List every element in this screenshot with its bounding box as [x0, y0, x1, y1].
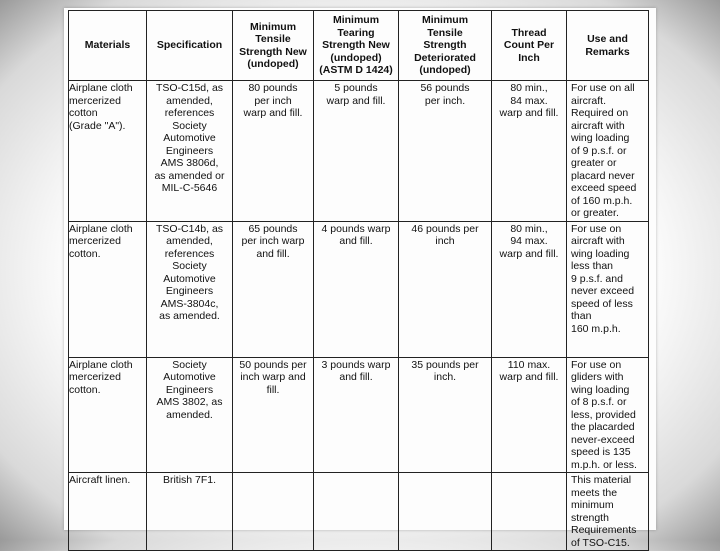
- cell-line: Minimum: [249, 20, 297, 33]
- materials-cell: [69, 221, 147, 357]
- cell-line: 94 max.: [510, 235, 548, 247]
- remarks-cell: [567, 81, 649, 222]
- specification-cell: [147, 221, 233, 357]
- cell-line: 84 max.: [510, 94, 548, 107]
- table-row: [69, 81, 649, 222]
- cell-line: wing loading: [571, 247, 630, 260]
- cell-line: Count Per: [503, 39, 555, 52]
- header-tensile-deteriorated: [399, 11, 492, 81]
- tearing-new-cell: [314, 473, 399, 551]
- cell-line: 160 m.p.h.: [571, 322, 621, 335]
- cell-line: and fill.: [256, 247, 290, 260]
- table-row: [69, 221, 649, 357]
- cell-line: For use on: [571, 222, 622, 235]
- tensile-new-cell: [233, 81, 314, 222]
- cell-line: speed of less: [571, 297, 633, 310]
- cell-line: fill.: [266, 383, 280, 396]
- remarks-cell: [567, 221, 649, 357]
- cell-line: inch.: [433, 371, 457, 383]
- cell-line: Aircraft linen.: [69, 474, 131, 486]
- cell-line: AMS 3802, as: [156, 396, 223, 408]
- cell-line: 3 pounds warp: [321, 358, 391, 371]
- cell-line: AMS-3804c,: [160, 297, 219, 310]
- cell-line: 5 pounds: [334, 82, 378, 94]
- cell-line: For use on all: [571, 82, 635, 94]
- cell-line: 4 pounds warp: [321, 222, 391, 235]
- fabric-spec-table: [68, 10, 649, 551]
- cell-line: warp and fill.: [326, 94, 386, 107]
- specification-cell: [147, 81, 233, 222]
- tensile-deteriorated-cell: [399, 81, 492, 222]
- remarks-cell: [567, 357, 649, 473]
- cell-line: and fill.: [339, 371, 373, 383]
- cell-line: TSO-C15d, as: [155, 82, 224, 94]
- cell-line: cotton.: [69, 247, 101, 260]
- cell-line: Airplane cloth: [69, 358, 133, 371]
- cell-line: references: [164, 247, 215, 260]
- cell-line: 50 pounds per: [239, 358, 307, 371]
- tensile-deteriorated-cell: [399, 473, 492, 551]
- cell-line: aircraft with: [571, 119, 625, 132]
- cell-line: amended.: [166, 408, 213, 421]
- cell-line: 9 p.s.f. and: [571, 272, 623, 285]
- cell-line: than: [571, 310, 592, 322]
- cell-line: Tearing: [337, 26, 375, 39]
- cell-line: For use on: [571, 358, 622, 371]
- cell-line: mercerized: [69, 235, 121, 247]
- cell-line: British 7F1.: [162, 474, 217, 486]
- header-row: [69, 11, 649, 81]
- cell-line: minimum: [571, 499, 614, 511]
- cell-line: greater or: [571, 157, 617, 169]
- tensile-new-cell: [233, 473, 314, 551]
- cell-line: of TSO-C15.: [571, 536, 630, 549]
- cell-line: or greater.: [571, 207, 619, 219]
- cell-line: Tensile: [427, 26, 463, 39]
- cell-line: inch: [435, 235, 455, 247]
- cell-line: the placarded: [571, 421, 635, 433]
- cell-line: mercerized: [69, 371, 121, 383]
- cell-line: TSO-C14b, as: [155, 222, 224, 235]
- tensile-deteriorated-cell: [399, 357, 492, 473]
- cell-line: 35 pounds per: [411, 358, 479, 371]
- cell-line: Minimum: [421, 14, 469, 27]
- cell-line: Requirements: [571, 524, 637, 536]
- cell-line: MIL-C-5646: [161, 182, 218, 194]
- cell-line: less than: [571, 260, 614, 272]
- cell-line: Thread: [511, 26, 547, 39]
- thread-count-cell: [492, 221, 567, 357]
- header-specification: [147, 11, 233, 81]
- cell-line: and fill.: [339, 235, 373, 247]
- remarks-cell: [567, 473, 649, 551]
- cell-line: Inch: [518, 51, 540, 64]
- cell-line: Strength: [423, 39, 467, 52]
- specification-cell: [147, 357, 233, 473]
- cell-line: (undoped): [330, 51, 382, 64]
- table-row: [69, 357, 649, 473]
- materials-cell: [69, 473, 147, 551]
- tearing-new-cell: [314, 81, 399, 222]
- cell-line: Society: [172, 358, 207, 371]
- cell-line: 56 pounds: [420, 82, 470, 94]
- cell-line: Airplane cloth: [69, 222, 133, 235]
- cell-line: less, provided: [571, 408, 636, 421]
- cell-line: Airplane cloth: [69, 82, 133, 94]
- cell-line: cotton.: [69, 383, 101, 396]
- cell-line: exceed speed: [571, 182, 637, 194]
- cell-line: as amended or: [154, 169, 225, 182]
- cell-line: 110 max.: [507, 358, 551, 371]
- cell-line: Specification: [156, 39, 223, 52]
- tensile-new-cell: [233, 221, 314, 357]
- cell-line: Engineers: [165, 144, 214, 157]
- table-row: [69, 473, 649, 551]
- header-materials: [69, 11, 147, 81]
- cell-line: warp and fill.: [499, 371, 559, 383]
- cell-line: never-exceed: [571, 433, 635, 446]
- header-tensile-new: [233, 11, 314, 81]
- cell-line: Materials: [84, 39, 131, 52]
- cell-line: warp and fill.: [499, 107, 559, 119]
- cell-line: cotton: [69, 107, 98, 119]
- thread-count-cell: [492, 357, 567, 473]
- cell-line: Strength New: [239, 45, 307, 58]
- cell-line: Engineers: [165, 383, 214, 396]
- cell-line: amended,: [166, 94, 213, 107]
- cell-line: mercerized: [69, 94, 121, 107]
- cell-line: Required on: [571, 107, 629, 119]
- cell-line: references: [164, 107, 215, 119]
- cell-line: 80 min.,: [510, 82, 548, 94]
- thread-count-cell: [492, 473, 567, 551]
- cell-line: This material: [571, 474, 632, 486]
- cell-line: aircraft.: [571, 94, 607, 107]
- cell-line: Automotive: [163, 272, 216, 285]
- cell-line: amended,: [166, 235, 213, 247]
- cell-line: aircraft with: [571, 235, 625, 247]
- cell-line: 65 pounds: [248, 222, 298, 235]
- materials-cell: [69, 357, 147, 473]
- cell-line: inch warp and: [240, 371, 306, 383]
- cell-line: of 8 p.s.f. or: [571, 396, 627, 408]
- cell-line: warp and fill.: [499, 247, 559, 260]
- cell-line: Remarks: [585, 45, 630, 58]
- cell-line: Tensile: [255, 33, 291, 45]
- cell-line: (Grade "A").: [69, 119, 126, 132]
- specification-cell: [147, 473, 233, 551]
- cell-line: per inch.: [424, 94, 466, 107]
- cell-line: Automotive: [163, 132, 216, 144]
- cell-line: (undoped): [419, 64, 471, 77]
- cell-line: m.p.h. or less.: [571, 458, 637, 471]
- tearing-new-cell: [314, 357, 399, 473]
- materials-cell: [69, 81, 147, 222]
- cell-line: Deteriorated: [414, 51, 476, 64]
- cell-line: strength: [571, 511, 609, 524]
- cell-line: never exceed: [571, 285, 635, 297]
- cell-line: 46 pounds per: [411, 222, 479, 235]
- cell-line: placard never: [571, 169, 635, 182]
- cell-line: gliders with: [571, 371, 624, 383]
- thread-count-cell: [492, 81, 567, 222]
- cell-line: (ASTM D 1424): [319, 64, 393, 77]
- cell-line: Minimum: [332, 14, 380, 27]
- cell-line: meets the: [571, 486, 618, 499]
- cell-line: speed is 135: [571, 446, 631, 458]
- header-thread-count: [492, 11, 567, 81]
- cell-line: warp and fill.: [243, 107, 303, 119]
- document-page: [64, 8, 656, 549]
- cell-line: AMS 3806d,: [160, 157, 219, 169]
- cell-line: wing loading: [571, 383, 630, 396]
- cell-line: Society: [172, 260, 207, 272]
- cell-line: of 9 p.s.f. or: [571, 144, 627, 157]
- cell-line: per inch warp: [241, 235, 305, 247]
- cell-line: Society: [172, 119, 207, 132]
- cell-line: Automotive: [163, 371, 216, 383]
- cell-line: Engineers: [165, 285, 214, 297]
- header-tearing-new: [314, 11, 399, 81]
- tearing-new-cell: [314, 221, 399, 357]
- cell-line: of 160 m.p.h.: [571, 194, 633, 207]
- cell-line: (undoped): [247, 58, 299, 70]
- tensile-deteriorated-cell: [399, 221, 492, 357]
- cell-line: as amended.: [159, 310, 220, 322]
- cell-line: per inch: [254, 94, 292, 107]
- tensile-new-cell: [233, 357, 314, 473]
- cell-line: 80 min.,: [510, 222, 548, 235]
- cell-line: wing loading: [571, 132, 630, 144]
- cell-line: 80 pounds: [248, 82, 298, 94]
- cell-line: Use and: [587, 33, 628, 45]
- header-use-remarks: [567, 11, 649, 81]
- cell-line: Strength New: [322, 39, 390, 52]
